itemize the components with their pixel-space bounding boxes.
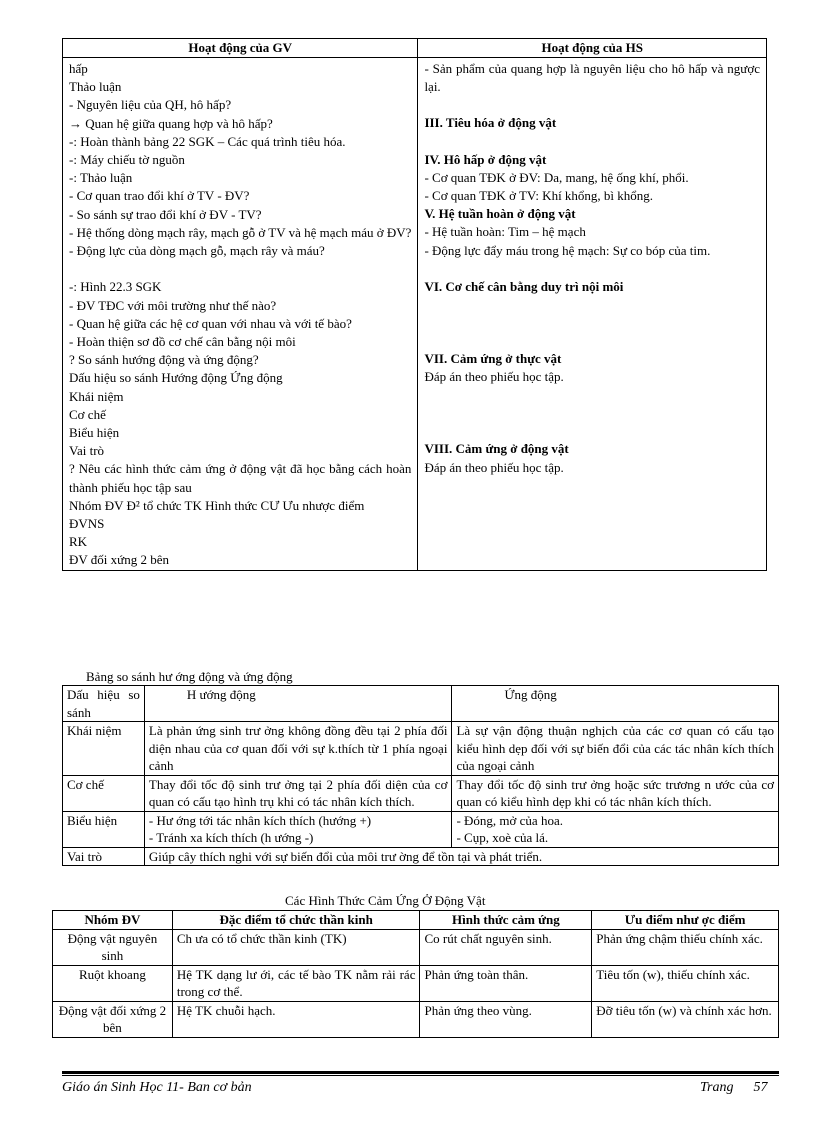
forms-nerve-cell: Hệ TK dạng lư ới, các tế bào TK nằm rải rác trong cơ thể. [172, 965, 420, 1001]
footer-page [700, 1080, 767, 1096]
teacher-activity-line: ? So sánh hướng động và ứng động? [69, 352, 259, 368]
teacher-activity-line: - So sánh sự trao đổi khí ở ĐV - TV? [69, 206, 262, 222]
comparison-tropism-cell [144, 811, 452, 847]
forms-nerve-cell: Ch ưa có tổ chức thần kinh (TK) [172, 929, 420, 965]
student-activity-cell [418, 58, 767, 571]
forms-pros-cell: Tiêu tốn (w), thiếu chính xác. [592, 965, 779, 1001]
spacer [424, 404, 760, 422]
forms-group-cell: Động vật đối xứng 2 bên [53, 1001, 173, 1037]
comparison-header-nastic: Ứng động [452, 686, 779, 722]
teacher-activity-line: - ĐV TĐC với môi trường như thế nào? [69, 297, 277, 313]
student-activity-line: Đáp án theo phiếu học tập. [424, 459, 564, 475]
teacher-activity-line: - Quan hệ giữa các hệ cơ quan với nhau và với tế bào? [69, 315, 352, 331]
comparison-line: - Đóng, mở của hoa. [456, 812, 563, 828]
student-activity-line: Đáp án theo phiếu học tập. [424, 369, 564, 385]
teacher-activity-header: Hoạt động của GV [63, 39, 418, 58]
comparison-line: - Tránh xa kích thích (h ướng -) [148, 830, 314, 845]
comparison-caption: Bảng so sánh hư ớng động và ứng động [86, 669, 293, 684]
student-activity-header: Hoạt động của HS [418, 39, 767, 58]
comparison-tropism-cell: Thay đổi tốc độ sinh trư ởng tại 2 phía đối diện của cơ quan có cấu tạo hình trụ khi có tác nhân kích thích. [144, 775, 452, 811]
forms-caption: Các Hình Thức Cảm Ứng Ở Động Vật [285, 893, 486, 908]
teacher-activity-line: - Nguyên liệu của QH, hô hấp? [69, 97, 232, 113]
comparison-role-cell: Giúp cây thích nghi với sự biến đổi của môi trư ờng để tồn tại và phát triển. [144, 847, 778, 866]
teacher-activity-line: RK [69, 534, 88, 550]
spacer [424, 296, 760, 314]
comparison-nastic-cell: Là sự vận động thuận nghịch của các cơ quan có cấu tạo kiểu hình dẹp đối với sự biến đổi của các tác nhân kích thích của ngoại cảnh [452, 722, 779, 776]
comparison-header-row [63, 686, 779, 722]
student-activity-line: - Cơ quan TĐK ở TV: Khí khổng, bì khổng. [424, 188, 654, 204]
footer-title-suffix: 11- Ban cơ bản [166, 1080, 252, 1095]
activity-table [62, 38, 767, 571]
student-section-heading: VII. Cảm ứng ở thực vật [424, 351, 562, 367]
spacer [424, 260, 760, 278]
teacher-activity-line: -: Thảo luận [69, 170, 133, 186]
comparison-row-role [63, 847, 779, 866]
student-activity-line: - Động lực đẩy máu trong hệ mạch: Sự co bóp của tim. [424, 242, 711, 258]
student-section-heading: IV. Hô hấp ở động vật [424, 151, 547, 167]
forms-header-form: Hình thức cảm ứng [420, 911, 592, 930]
comparison-row-label: Vai trò [63, 847, 145, 866]
teacher-activity-line: -: Hình 22.3 SGK [69, 279, 162, 295]
forms-header-nerve: Đặc điểm tổ chức thần kinh [172, 911, 420, 930]
spacer [424, 314, 760, 332]
comparison-row-expression [63, 811, 779, 847]
comparison-header-tropism: H ướng động [144, 686, 452, 722]
forms-form-cell: Phản ứng toàn thân. [420, 965, 592, 1001]
comparison-row-label: Cơ chế [63, 775, 145, 811]
teacher-activity-line: - Hệ thống dòng mạch rây, mạch gỗ ở TV và hệ mạch máu ở ĐV? [69, 224, 412, 240]
teacher-activity-line: ? Nêu các hình thức cảm ứng ở động vật đã học bằng cách hoàn thành phiếu học tập sau [69, 461, 412, 495]
footer-rule-thick [62, 1071, 779, 1074]
activity-table-header [63, 39, 767, 58]
teacher-activity-line: Thảo luận [69, 79, 122, 95]
teacher-activity-line: -: Máy chiếu tờ nguồn [69, 152, 185, 168]
comparison-row-mechanism [63, 775, 779, 811]
student-section-heading: VI. Cơ chế cân bằng duy trì nội môi [424, 278, 624, 294]
forms-row [53, 965, 779, 1001]
forms-group-cell: Ruột khoang [53, 965, 173, 1001]
spacer [424, 133, 760, 151]
footer-title [62, 1080, 252, 1096]
forms-form-cell: Phản ứng theo vùng. [420, 1001, 592, 1037]
teacher-activity-line: → Quan hệ giữa quang hợp và hô hấp? [69, 115, 273, 131]
teacher-activity-line: - Động lực của dòng mạch gỗ, mạch rây và máu? [69, 243, 325, 259]
forms-table [52, 910, 779, 1038]
teacher-activity-line: hấp [69, 61, 88, 76]
teacher-activity-line: Biểu hiện [69, 425, 120, 441]
comparison-nastic-cell [452, 811, 779, 847]
spacer [424, 96, 760, 114]
forms-header-row [53, 911, 779, 930]
footer-rule-thin [62, 1075, 779, 1076]
comparison-row-label: Khái niệm [63, 722, 145, 776]
comparison-line: - Cụp, xoè của lá. [456, 830, 549, 845]
forms-nerve-cell: Hệ TK chuỗi hạch. [172, 1001, 420, 1037]
forms-pros-cell: Đỡ tiêu tốn (w) và chính xác hơn. [592, 1001, 779, 1037]
teacher-activity-line: Cơ chế [69, 406, 106, 422]
comparison-tropism-cell: Là phản ứng sinh trư ởng không đồng đều tại 2 phía đối diện nhau của cơ quan đối với sự k.thích từ 1 phía ngoại cảnh [144, 722, 452, 776]
comparison-table [62, 685, 779, 866]
forms-row [53, 929, 779, 965]
forms-group-cell: Động vật nguyên sinh [53, 929, 173, 965]
footer-title-prefix: Giáo án Sinh Học [62, 1080, 167, 1095]
page-number: 57 [753, 1080, 768, 1095]
teacher-activity-line: ĐV đối xứng 2 bên [69, 552, 169, 568]
spacer [424, 332, 760, 350]
student-section-heading: VIII. Cảm ứng ở động vật [424, 441, 569, 457]
teacher-activity-line [69, 260, 411, 278]
teacher-activity-line: Dấu hiệu so sánh Hướng động Ứng động [69, 370, 283, 386]
teacher-activity-line: - Cơ quan trao đổi khí ở TV - ĐV? [69, 188, 250, 204]
student-activity-line: - Sản phẩm của quang hợp là nguyên liệu cho hô hấp và ngược lại. [424, 61, 760, 95]
comparison-header-sign: Dấu hiệu so sánh [63, 686, 145, 722]
footer-page-label: Trang [700, 1080, 734, 1095]
forms-form-cell: Co rút chất nguyên sinh. [420, 929, 592, 965]
teacher-activity-line: - Hoàn thiện sơ đồ cơ chế cân bằng nội môi [69, 334, 296, 350]
teacher-activity-cell [63, 58, 418, 571]
comparison-nastic-cell: Thay đổi tốc độ sinh trư ởng hoặc sức trương n ước của cơ quan có kiểu hình dẹp khi có tác nhân kích thích. [452, 775, 779, 811]
comparison-row-concept [63, 722, 779, 776]
student-section-heading: III. Tiêu hóa ở động vật [424, 115, 557, 131]
teacher-activity-line: -: Hoàn thành bảng 22 SGK – Các quá trình tiêu hóa. [69, 133, 346, 149]
teacher-activity-line: Vai trò [69, 443, 105, 459]
activity-table-body [63, 58, 767, 571]
student-section-heading: V. Hệ tuần hoàn ở động vật [424, 206, 576, 222]
spacer [424, 386, 760, 404]
forms-pros-cell: Phản ứng chậm thiếu chính xác. [592, 929, 779, 965]
teacher-activity-line: Khái niệm [69, 388, 124, 404]
forms-header-group: Nhóm ĐV [53, 911, 173, 930]
student-activity-line: - Hệ tuần hoàn: Tim – hệ mạch [424, 224, 586, 240]
spacer [424, 422, 760, 440]
comparison-line: - Hư ớng tới tác nhân kích thích (hướng +) [148, 812, 372, 828]
teacher-activity-line: Nhóm ĐV Đ² tổ chức TK Hình thức CƯ Ưu nhược điểm [69, 497, 365, 513]
forms-row [53, 1001, 779, 1037]
comparison-row-label: Biểu hiện [63, 811, 145, 847]
teacher-activity-line: ĐVNS [69, 516, 105, 532]
forms-header-pros: Ưu điểm như ợc điểm [592, 911, 779, 930]
student-activity-line: - Cơ quan TĐK ở ĐV: Da, mang, hệ ống khí, phổi. [424, 169, 689, 185]
